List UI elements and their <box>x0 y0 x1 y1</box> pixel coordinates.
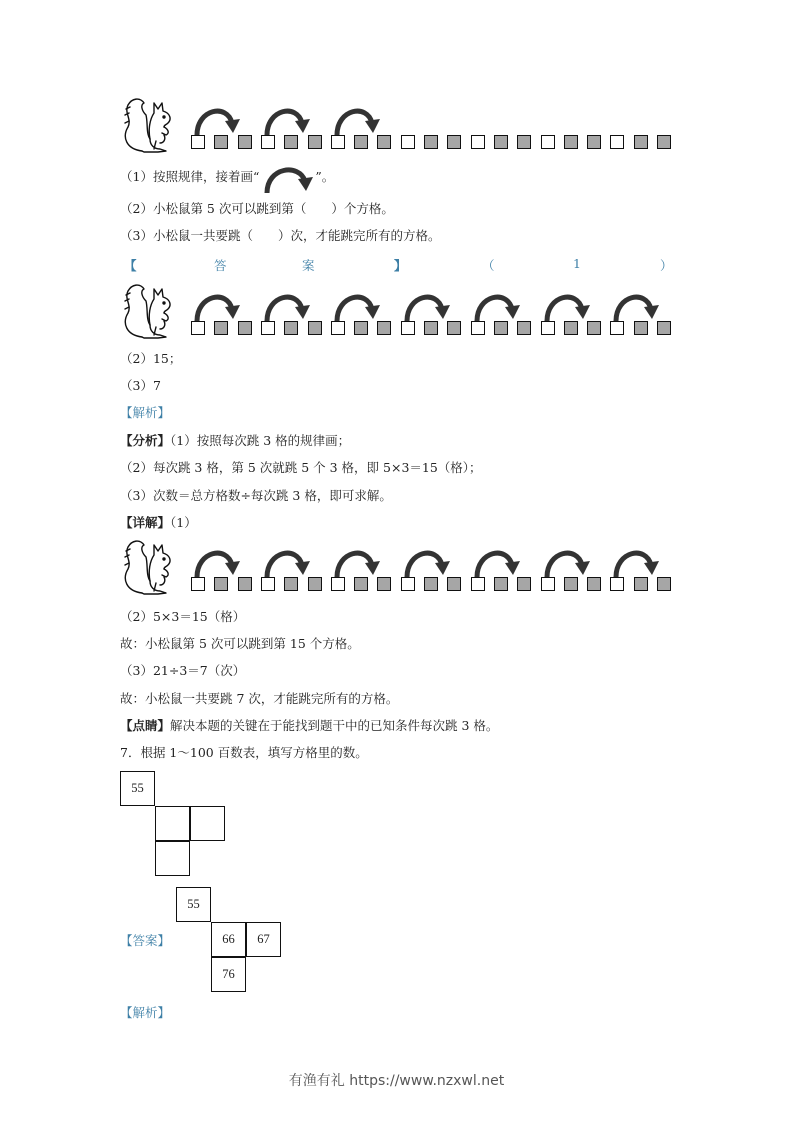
jump-square <box>308 577 322 591</box>
jump-square <box>471 577 485 591</box>
jump-square <box>284 321 298 335</box>
jump-square <box>331 321 345 335</box>
jump-square <box>634 321 648 335</box>
detail-3: （3）21÷3＝7（次） <box>120 663 246 678</box>
curved-arrow-icon <box>541 289 593 321</box>
curved-arrow-icon <box>610 545 662 577</box>
jump-square <box>354 135 368 149</box>
curved-arrow-icon <box>191 545 243 577</box>
jump-square <box>261 577 275 591</box>
jump-square <box>331 577 345 591</box>
curved-arrow-icon <box>471 545 523 577</box>
footer-watermark: 有渔有礼 https://www.nzxwl.net <box>288 1073 505 1089</box>
jump-square <box>214 135 228 149</box>
jump-square <box>587 135 601 149</box>
jump-square <box>517 577 531 591</box>
answer-header <box>120 256 673 274</box>
jump-square <box>214 577 228 591</box>
jump-square <box>261 321 275 335</box>
question-3: （3）小松鼠一共要跳（ ）次，才能跳完所有的方格。 <box>120 228 441 243</box>
answer-cell-bottom: 76 <box>211 957 246 992</box>
curved-arrow-icon <box>261 545 313 577</box>
bracket-open: 【 <box>124 258 137 273</box>
paren-close: ） <box>660 258 673 273</box>
xiangjie-line <box>120 514 197 532</box>
jump-square <box>541 321 555 335</box>
dianjing-line <box>120 717 498 735</box>
jump-square <box>471 135 485 149</box>
question-1-suffix: ”。 <box>315 169 335 184</box>
jump-square <box>401 577 415 591</box>
detail-3-conclusion: 故：小松鼠一共要跳 7 次，才能跳完所有的方格。 <box>120 691 399 706</box>
curved-arrow-icon <box>331 545 383 577</box>
jump-square <box>191 577 205 591</box>
q7-analysis-label: 【解析】 <box>120 1005 171 1020</box>
jump-square <box>238 577 252 591</box>
jump-square <box>587 321 601 335</box>
answer-char-2: 案 <box>302 258 315 273</box>
paren-open: （ <box>482 258 495 273</box>
jump-square <box>424 321 438 335</box>
jump-square <box>657 135 671 149</box>
dianjing-label: 【点睛】 <box>120 718 171 733</box>
jump-square <box>354 577 368 591</box>
squirrel-icon <box>120 279 176 341</box>
jump-square <box>587 577 601 591</box>
jump-square <box>284 135 298 149</box>
curved-arrow-icon <box>191 289 243 321</box>
jump-square <box>657 321 671 335</box>
jump-square <box>541 135 555 149</box>
jump-square <box>401 135 415 149</box>
jump-square <box>377 577 391 591</box>
answer-3: （3）7 <box>120 378 161 393</box>
squirrel-icon <box>120 93 176 155</box>
answer-cell-mid-right: 67 <box>246 922 281 957</box>
jump-square <box>424 135 438 149</box>
xiangjie-text-1: （1） <box>170 515 197 530</box>
jump-square <box>517 135 531 149</box>
grid-cell-blank[interactable] <box>155 806 190 841</box>
jump-square <box>564 577 578 591</box>
jump-square <box>191 321 205 335</box>
jump-square <box>494 135 508 149</box>
jump-square <box>447 577 461 591</box>
jump-square <box>657 577 671 591</box>
jump-square <box>331 135 345 149</box>
jump-square <box>610 577 624 591</box>
bracket-close: 】 <box>394 258 407 273</box>
fenxi-line-1 <box>120 432 350 450</box>
jump-square <box>214 321 228 335</box>
fenxi-text-1: （1）按照每次跳 3 格的规律画； <box>170 433 351 448</box>
jump-square <box>308 321 322 335</box>
curved-arrow-icon <box>610 289 662 321</box>
jump-figure-question <box>118 93 678 155</box>
jump-figure-answer <box>118 279 678 341</box>
jump-square <box>401 321 415 335</box>
answer-number: 1 <box>573 256 581 271</box>
detail-2-conclusion: 故：小松鼠第 5 次可以跳到第 15 个方格。 <box>120 636 360 651</box>
curved-arrow-icon <box>471 289 523 321</box>
curved-arrow-icon <box>331 289 383 321</box>
curved-arrow-icon <box>401 289 453 321</box>
jump-square <box>191 135 205 149</box>
answer-2: （2）15； <box>120 351 182 366</box>
jump-square <box>634 577 648 591</box>
jump-square <box>238 135 252 149</box>
question-1 <box>120 168 334 186</box>
jump-square <box>377 135 391 149</box>
answer-char-1: 答 <box>214 258 227 273</box>
curved-arrow-icon <box>261 103 313 135</box>
jump-square <box>447 135 461 149</box>
jump-square <box>238 321 252 335</box>
jump-square <box>354 321 368 335</box>
q7-answer-label: 【答案】 <box>120 933 171 948</box>
jump-square <box>308 135 322 149</box>
question-1-prefix: （1）按照规律，接着画“ <box>120 169 260 184</box>
fenxi-label: 【分析】 <box>120 433 171 448</box>
jump-square <box>494 577 508 591</box>
jump-square <box>610 135 624 149</box>
question-7-title: 7．根据 1～100 百数表，填写方格里的数。 <box>120 745 368 760</box>
jump-square <box>471 321 485 335</box>
curved-arrow-icon <box>401 545 453 577</box>
grid-cell-blank[interactable] <box>155 841 190 876</box>
answer-cell-mid-left: 66 <box>211 922 246 957</box>
jump-square <box>610 321 624 335</box>
curved-arrow-icon <box>331 103 383 135</box>
jump-square <box>541 577 555 591</box>
curved-arrow-icon <box>191 103 243 135</box>
squirrel-icon <box>120 535 176 597</box>
dianjing-text: 解决本题的关键在于能找到题干中的已知条件每次跳 3 格。 <box>170 718 499 733</box>
jump-square <box>634 135 648 149</box>
curved-arrow-icon <box>261 289 313 321</box>
grid-cell-given: 55 <box>120 771 155 806</box>
detail-2: （2）5×3＝15（格） <box>120 609 246 624</box>
jump-square <box>261 135 275 149</box>
jump-square <box>494 321 508 335</box>
jump-square <box>564 321 578 335</box>
jump-square <box>424 577 438 591</box>
jump-square <box>517 321 531 335</box>
jump-square <box>447 321 461 335</box>
xiangjie-label: 【详解】 <box>120 515 171 530</box>
analysis-label: 【解析】 <box>120 405 171 420</box>
grid-cell-blank[interactable] <box>190 806 225 841</box>
question-2: （2）小松鼠第 5 次可以跳到第（ ）个方格。 <box>120 201 394 216</box>
fenxi-line-3: （3）次数＝总方格数÷每次跳 3 格，即可求解。 <box>120 488 392 503</box>
jump-figure-detail <box>118 535 678 597</box>
curved-arrow-icon <box>259 163 315 193</box>
jump-square <box>564 135 578 149</box>
jump-square <box>284 577 298 591</box>
fenxi-line-2: （2）每次跳 3 格，第 5 次就跳 5 个 3 格，即 5×3＝15（格）； <box>120 460 482 475</box>
jump-square <box>377 321 391 335</box>
curved-arrow-icon <box>541 545 593 577</box>
answer-cell-top: 55 <box>176 887 211 922</box>
